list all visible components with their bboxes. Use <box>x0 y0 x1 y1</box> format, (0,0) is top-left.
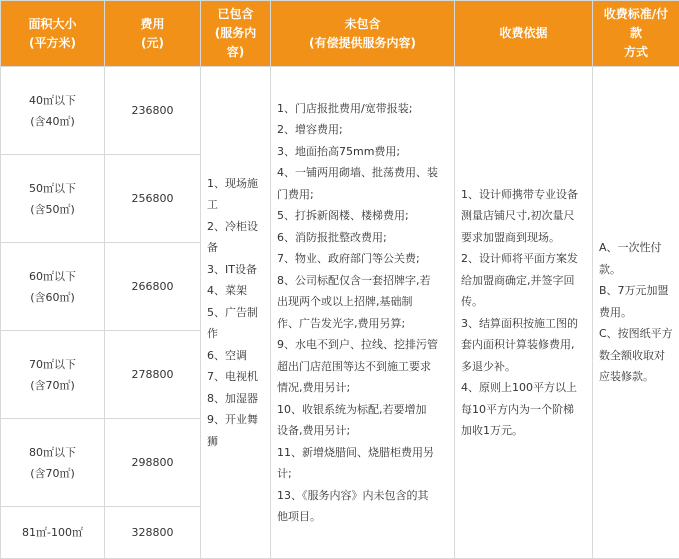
fee-cell: 298800 <box>105 419 201 507</box>
list-item: 套内面积计算装修费用, <box>461 338 575 351</box>
list-item: 门费用; <box>277 187 314 201</box>
header-fee <box>105 1 201 67</box>
list-item: 要求加盟商到现场。 <box>461 230 560 244</box>
list-item: 数全额收取对 <box>599 348 665 362</box>
list-item: 10、收银系统为标配,若要增加 <box>277 402 427 416</box>
list-item: 4、菜架 <box>207 284 247 298</box>
cell-text-line: 已包含 <box>217 7 254 21</box>
list-item: B、7万元加盟 <box>599 284 669 298</box>
list-item: 4、原则上100平方以上 <box>461 381 577 394</box>
list-item: 给加盟商确定,并签字回 <box>461 273 575 287</box>
cell-text-line: 60㎡以下 <box>29 269 76 283</box>
header-area <box>1 1 105 67</box>
list-item: 计; <box>277 467 292 480</box>
cell-text-line: (元) <box>141 35 164 50</box>
cell-text-line: (含40㎡) <box>30 114 75 128</box>
list-item: 8、公司标配仅含一套招牌字,若 <box>277 273 431 287</box>
cell-text-line: (平方米) <box>29 35 76 50</box>
fee-cell: 328800 <box>105 507 201 559</box>
cell-text-line: 面积大小 <box>28 16 77 31</box>
cell-text-line: 50㎡以下 <box>29 181 76 195</box>
list-item: 2、设计师将平面方案发 <box>461 252 578 265</box>
list-item: 9、水电不到户、拉线、挖排污管 <box>277 338 438 351</box>
cell-text-line: (含60㎡) <box>30 290 75 304</box>
area-cell <box>1 507 105 559</box>
cell-text-line: 未包含 <box>344 16 381 31</box>
list-item: 6、消防报批整改费用; <box>277 230 387 244</box>
area-cell <box>1 155 105 243</box>
cell-text-line: 40㎡以下 <box>29 93 76 107</box>
list-item: 加收1万元。 <box>461 424 523 437</box>
list-item: 作 <box>207 327 218 341</box>
list-item: 7、电视机 <box>207 370 258 384</box>
list-item: 设备,费用另计; <box>277 424 351 437</box>
list-item: 5、广告制 <box>207 305 258 319</box>
list-item: 4、一铺两用砌墙、批荡费用、装 <box>277 166 438 179</box>
fee-cell: 236800 <box>105 67 201 155</box>
basis-cell <box>455 67 593 559</box>
list-item: 5、打拆新阁楼、楼梯费用; <box>277 209 409 222</box>
cell-text-line: (有偿提供服务内容) <box>309 35 416 50</box>
payment-cell <box>593 67 679 559</box>
area-cell <box>1 67 105 155</box>
list-item: 超出门店范围等达不到施工要求 <box>277 359 431 373</box>
list-item: 应装修款。 <box>599 370 654 384</box>
list-item: 情况,费用另计; <box>277 381 351 394</box>
fee-cell: 266800 <box>105 243 201 331</box>
cell-text-line: 容) <box>226 45 245 59</box>
area-cell <box>1 243 105 331</box>
list-item: 工 <box>207 198 218 212</box>
cell-text-line: (含70㎡) <box>30 466 75 480</box>
list-item: A、一次性付 <box>599 241 662 255</box>
list-item: 费用。 <box>599 305 632 319</box>
list-item: 每10平方内为一个阶梯 <box>461 402 574 416</box>
table-row <box>1 67 679 155</box>
list-item: 9、开业舞 <box>207 413 258 427</box>
cell-text-line: 81㎡-100㎡ <box>22 526 83 539</box>
list-item: 1、门店报批费用/宽带报装; <box>277 101 413 115</box>
list-item: 3、IT设备 <box>207 262 257 276</box>
header-payment <box>593 1 679 67</box>
list-item: 狮 <box>207 434 218 448</box>
list-item: 款。 <box>599 262 621 276</box>
list-item: 备 <box>207 241 218 255</box>
fee-cell: 278800 <box>105 331 201 419</box>
included-cell <box>201 67 271 559</box>
list-item: 测量店铺尺寸,初次量尺 <box>461 209 575 222</box>
cell-text-line: (服务内 <box>214 26 257 40</box>
list-item: 多退少补。 <box>461 359 516 373</box>
list-item: 3、地面抬高75mm费用; <box>277 144 401 158</box>
list-item: 出现两个或以上招牌,基础制 <box>277 295 413 308</box>
area-cell <box>1 419 105 507</box>
list-item: 他项目。 <box>277 510 321 523</box>
cell-text-line: 方式 <box>623 45 648 59</box>
header-excluded <box>271 1 455 67</box>
cell-text-line: (含50㎡) <box>30 202 75 216</box>
excluded-cell <box>271 67 455 559</box>
header-included <box>201 1 271 67</box>
list-item: C、按图纸平方 <box>599 327 673 341</box>
header-basis: 收费依据 <box>455 1 593 67</box>
cell-text-line: 70㎡以下 <box>29 357 76 371</box>
area-cell <box>1 331 105 419</box>
list-item: 3、结算面积按施工图的 <box>461 316 578 330</box>
list-item: 7、物业、政府部门等公关费; <box>277 252 420 265</box>
header-row <box>1 1 679 67</box>
list-item: 13、《服务内容》内未包含的其 <box>277 488 429 502</box>
cell-text-line: 80㎡以下 <box>29 445 76 459</box>
list-item: 8、加湿器 <box>207 391 258 405</box>
cell-text-line: 费用 <box>140 16 165 31</box>
list-item: 2、冷柜设 <box>207 219 258 233</box>
list-item: 2、增容费用; <box>277 123 343 136</box>
list-item: 1、设计师携带专业设备 <box>461 187 578 201</box>
list-item: 11、新增烧腊间、烧腊柜费用另 <box>277 445 434 459</box>
list-item: 1、现场施 <box>207 176 258 190</box>
fee-cell: 256800 <box>105 155 201 243</box>
cell-text-line: 收费标准/付款 <box>603 7 669 40</box>
list-item: 6、空调 <box>207 348 247 362</box>
cell-text-line: (含70㎡) <box>30 378 75 392</box>
list-item: 作、广告发光字,费用另算; <box>277 316 406 330</box>
list-item: 传。 <box>461 295 483 308</box>
